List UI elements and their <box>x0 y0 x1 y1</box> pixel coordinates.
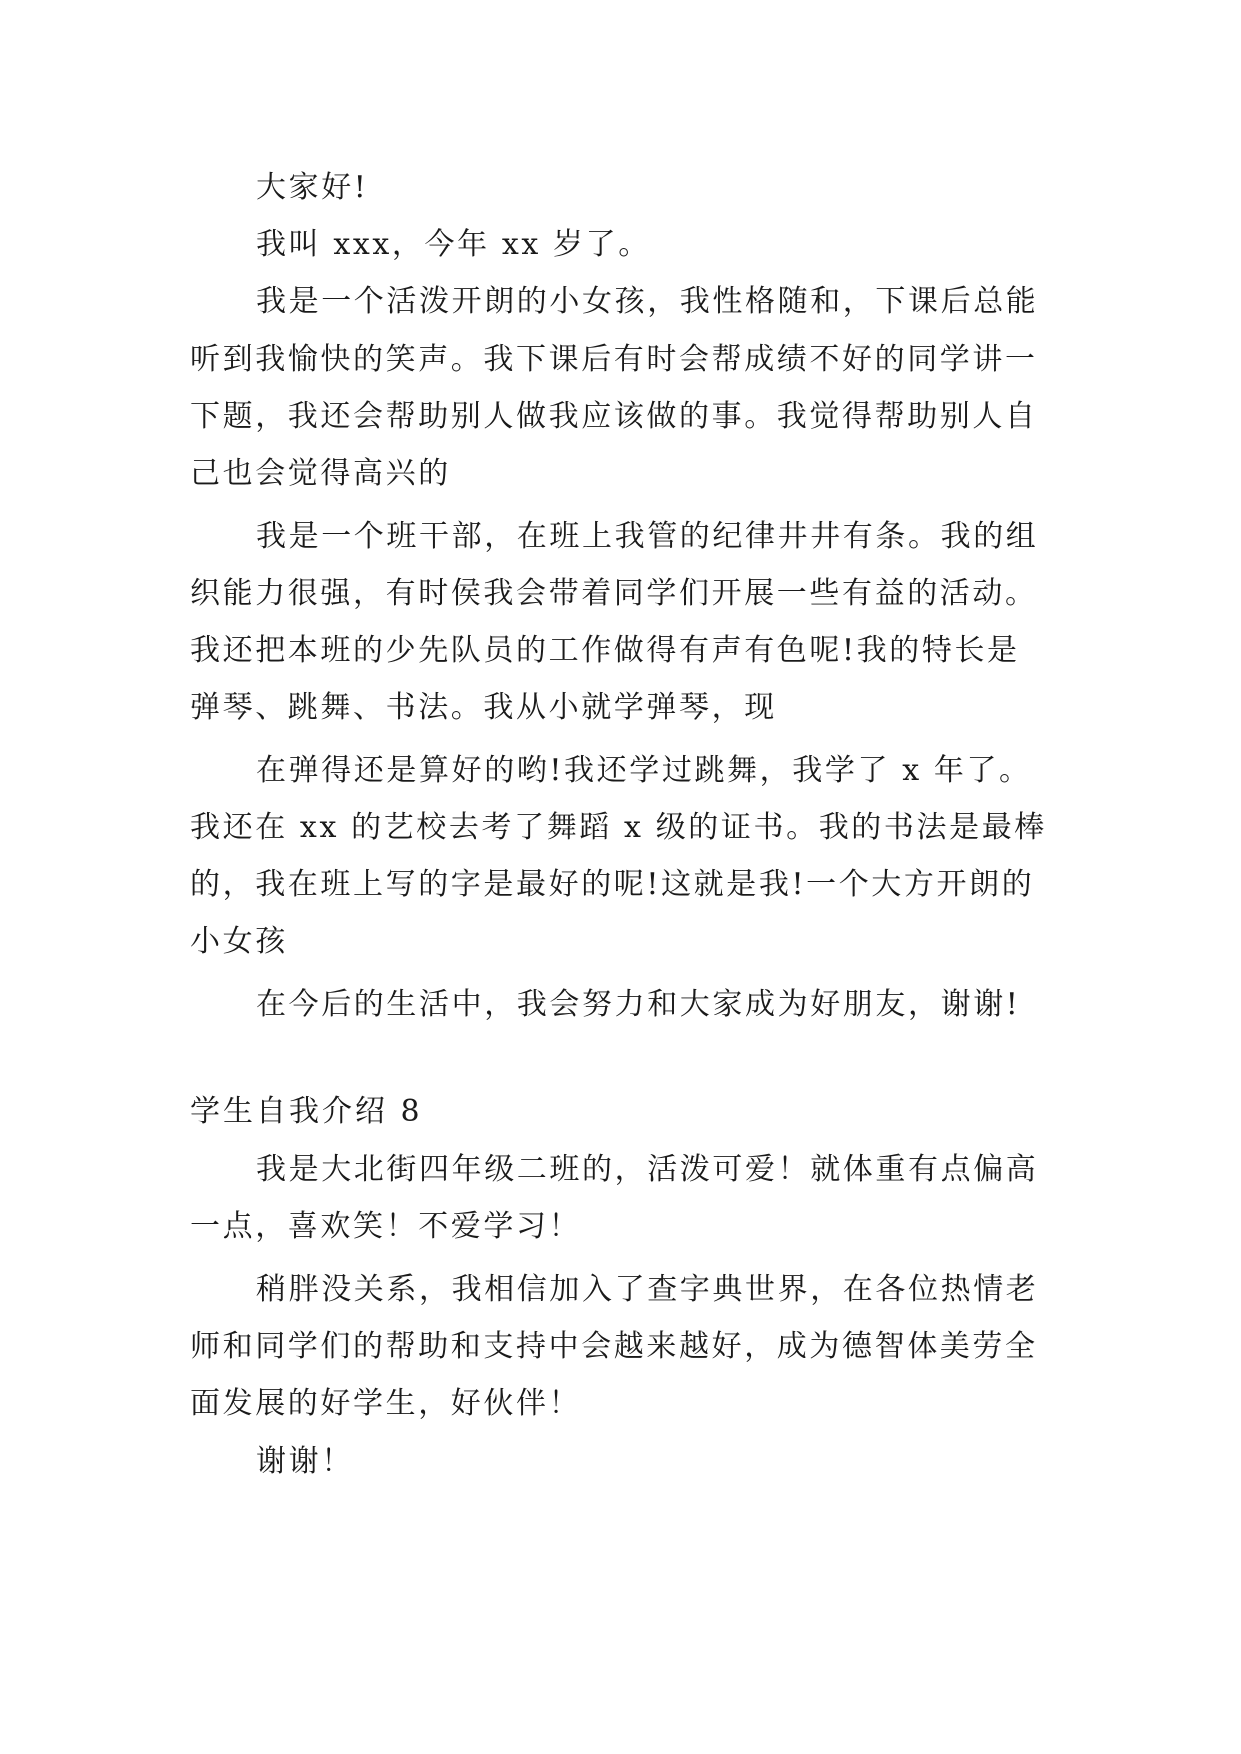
text-line: 听到我愉快的笑声。我下课后有时会帮成绩不好的同学讲一 <box>190 342 1038 377</box>
text-line: 我是一个班干部，在班上我管的纪律井井有条。我的组 <box>256 519 1039 554</box>
text-line: 织能力很强，有时侯我会带着同学们开展一些有益的活动。 <box>190 576 1038 611</box>
text-line: 我还在 xx 的艺校去考了舞蹈 x 级的证书。我的书法是最棒 <box>190 810 1047 845</box>
text-line: 我还把本班的少先队员的工作做得有声有色呢!我的特长是 <box>190 633 1020 668</box>
text-line: 小女孩 <box>190 924 288 959</box>
text-line: 面发展的好学生，好伙伴！ <box>190 1386 582 1421</box>
text-line: 大家好! <box>256 170 369 205</box>
text-line: 我叫 xxx，今年 xx 岁了。 <box>256 227 651 262</box>
section-heading: 学生自我介绍 8 <box>190 1094 423 1129</box>
text-line: 我是大北街四年级二班的，活泼可爱！就体重有点偏高 <box>256 1152 1039 1187</box>
text-line: 在今后的生活中，我会努力和大家成为好朋友，谢谢! <box>256 987 1021 1022</box>
text-line: 师和同学们的帮助和支持中会越来越好，成为德智体美劳全 <box>190 1329 1038 1364</box>
text-line: 稍胖没关系，我相信加入了查字典世界，在各位热情老 <box>256 1272 1039 1307</box>
text-line: 弹琴、跳舞、书法。我从小就学弹琴，现 <box>190 690 777 725</box>
text-line: 一点，喜欢笑！不爱学习！ <box>190 1209 582 1244</box>
text-line: 我是一个活泼开朗的小女孩，我性格随和，下课后总能 <box>256 284 1039 319</box>
text-line: 在弹得还是算好的哟!我还学过跳舞，我学了 x 年了。 <box>256 753 1032 788</box>
text-line: 谢谢！ <box>256 1444 354 1479</box>
text-line: 的，我在班上写的字是最好的呢!这就是我!一个大方开朗的 <box>190 867 1035 902</box>
text-line: 下题，我还会帮助别人做我应该做的事。我觉得帮助别人自 <box>190 399 1038 434</box>
text-line: 己也会觉得高兴的 <box>190 456 451 491</box>
